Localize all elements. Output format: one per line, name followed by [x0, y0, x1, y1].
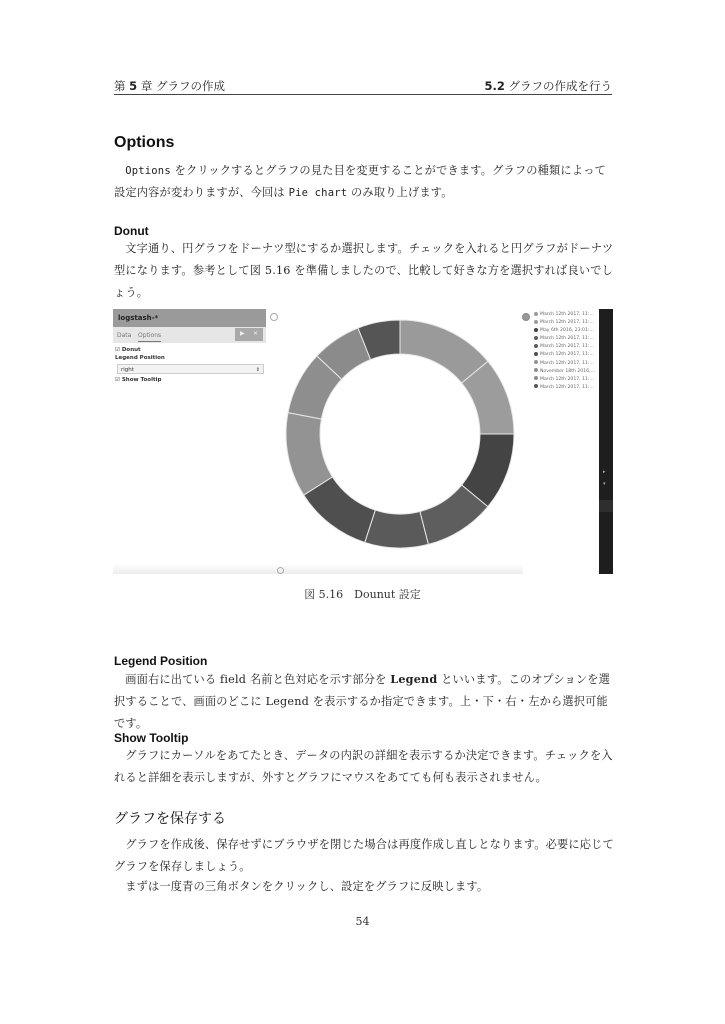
index-pattern-title: logstash-*	[113, 309, 266, 327]
donut-segments[interactable]	[286, 320, 514, 548]
chapter-title: 章 グラフの作成	[140, 79, 225, 93]
chapter-prefix: 第	[114, 79, 126, 93]
save-paragraph-1: グラフを作成後、保存せずにブラウザを閉じた場合は再度作成し直しとなります。必要に応じてグラフを保存しましょう。	[114, 838, 614, 873]
options-panel	[113, 309, 266, 389]
donut-chart[interactable]	[285, 319, 515, 549]
collapse-sidebar-icon[interactable]	[270, 313, 278, 321]
legend-color-dot-icon	[534, 320, 538, 324]
donut-segment[interactable]	[365, 510, 429, 548]
options-text-a: をクリックするとグラフの見た目を変更することができます。グラフの種類によって設定内容が変わりますが、今回は	[114, 164, 606, 199]
save-paragraph-2: まずは一度青の三角ボタンをクリックし、設定をグラフに反映します。	[125, 880, 489, 893]
legend-position-value: right	[121, 367, 134, 373]
legend-color-dot-icon	[534, 328, 538, 332]
tree-expander-icon[interactable]: ▾	[603, 481, 606, 487]
tab-data[interactable]: Data	[117, 332, 132, 339]
dark-side-panel	[599, 309, 613, 574]
page-number: 54	[355, 915, 370, 928]
show-tooltip-checkbox[interactable]: ☑ Show Tooltip	[115, 377, 162, 383]
bottom-toolbar	[113, 564, 523, 574]
options-text-b: のみ取り上げます。	[347, 186, 453, 199]
legend-bold: Legend	[390, 672, 438, 686]
options-heading: Options	[114, 134, 175, 151]
legend-color-dot-icon	[534, 360, 538, 364]
donut-checkbox[interactable]: ☑ Donut	[115, 347, 141, 353]
toggle-legend-icon[interactable]	[522, 313, 530, 321]
legend-item[interactable]	[534, 368, 600, 376]
play-icon[interactable]: ▶	[240, 330, 245, 337]
show-tooltip-heading: Show Tooltip	[114, 731, 189, 745]
legend-item[interactable]	[534, 311, 600, 319]
legend-label: March 12th 2017, 11:...	[540, 352, 594, 358]
legend-item[interactable]	[534, 351, 600, 359]
panel-tabs	[113, 327, 266, 343]
running-header	[114, 76, 612, 95]
legend-label: March 12th 2017, 11:...	[540, 384, 594, 390]
legend-color-dot-icon	[534, 368, 538, 372]
section-title: グラフの作成を行う	[508, 79, 612, 93]
legend-color-dot-icon	[534, 352, 538, 356]
legend-item[interactable]	[534, 376, 600, 384]
select-arrow-icon: ⇕	[255, 367, 260, 373]
options-code: Options	[125, 165, 171, 177]
save-graph-heading: グラフを保存する	[114, 811, 226, 827]
legend-color-dot-icon	[534, 376, 538, 380]
donut-heading: Donut	[114, 224, 149, 238]
legend-color-dot-icon	[534, 384, 538, 388]
legend-item[interactable]	[534, 343, 600, 351]
legend-label: March 12th 2017, 11:...	[540, 312, 594, 317]
legend-text-a: 画面右に出ている field 名前と色対応を示す部分を	[125, 673, 391, 686]
close-icon[interactable]: ✕	[253, 330, 259, 337]
figure-caption: 図 5.16 Dounut 設定	[304, 588, 421, 601]
legend-label: March 12th 2017, 11:...	[540, 376, 594, 382]
expand-handle-icon[interactable]	[277, 567, 284, 574]
legend-position-paragraph	[114, 668, 614, 735]
chapter-label	[114, 78, 225, 94]
chapter-number: 5	[129, 79, 138, 93]
legend-item[interactable]	[534, 384, 600, 392]
kibana-screenshot-figure	[113, 309, 613, 574]
options-form	[113, 343, 266, 387]
section-number: 5.2	[484, 79, 505, 93]
legend-label: March 12th 2017, 11:...	[540, 344, 594, 350]
legend-label: November 18th 2016,...	[540, 368, 595, 374]
legend-color-dot-icon	[534, 344, 538, 348]
legend-item[interactable]	[534, 319, 600, 327]
tab-options[interactable]: Options	[138, 332, 161, 342]
section-label	[484, 78, 612, 94]
legend-text-b: といいます。このオプションを選択することで、画面のどこに Legend を表示するか指定できます。上・下・右・左から選択可能です。	[114, 673, 611, 730]
tree-expander-icon[interactable]: ▸	[603, 469, 606, 475]
legend-item[interactable]	[534, 327, 600, 335]
legend-item[interactable]	[534, 360, 600, 368]
chart-legend	[534, 311, 600, 392]
legend-label: March 12th 2017, 11:...	[540, 320, 594, 326]
legend-color-dot-icon	[534, 336, 538, 340]
legend-position-select[interactable]	[117, 364, 264, 374]
legend-label: March 12th 2017, 11:...	[540, 360, 594, 366]
options-paragraph	[114, 160, 614, 204]
legend-label: May 6th 2016, 23:01:...	[540, 328, 594, 334]
panel-action-buttons	[235, 328, 263, 341]
highlighted-row	[599, 500, 613, 512]
legend-color-dot-icon	[534, 312, 538, 316]
donut-paragraph: 文字通り、円グラフをドーナツ型にするか選択します。チェックを入れると円グラフがドーナツ型になります。参考として図 5.16 を準備しましたので、比較して好きな方を選択すれば良いでしょう。	[114, 242, 614, 299]
pie-chart-code: Pie chart	[288, 187, 348, 199]
show-tooltip-paragraph: グラフにカーソルをあてたとき、データの内訳の詳細を表示するか決定できます。チェックを入れると詳細を表示しますが、外すとグラフにマウスをあてても何も表示されません。	[114, 749, 613, 784]
legend-item[interactable]	[534, 335, 600, 343]
legend-position-heading: Legend Position	[114, 654, 208, 668]
legend-position-label: Legend Position	[115, 355, 165, 361]
legend-label: March 12th 2017, 11:...	[540, 336, 594, 342]
